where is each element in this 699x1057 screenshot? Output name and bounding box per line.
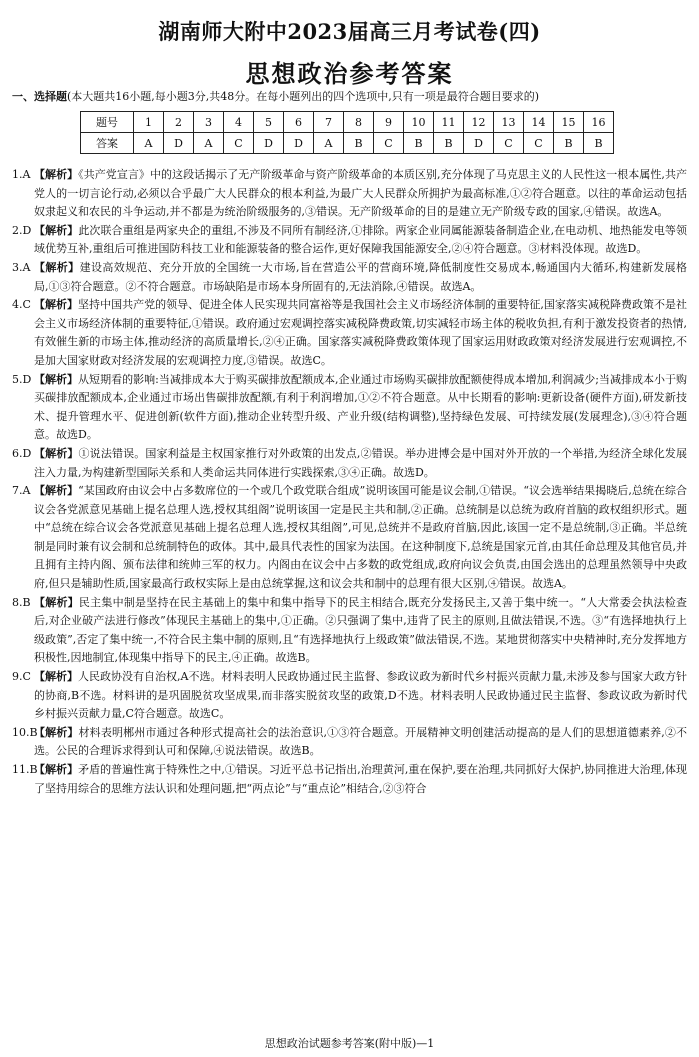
explanation-item bbox=[12, 482, 687, 594]
question-number-cell: 5 bbox=[254, 112, 284, 133]
answer-cell: B bbox=[404, 133, 434, 154]
item-text: 矛盾的普遍性寓于特殊性之中,①错误。习近平总书记指出,治理黄河,重在保护,要在治理,共同抓好大保护,协同推进大治理,体现了坚持用综合的思维方法认识和处理问题,把“两点论”与“重点论”相结合,②③符合 bbox=[34, 763, 688, 795]
item-text: 《共产党宣言》中的这段话揭示了无产阶级革命与资产阶级革命的本质区别,充分体现了马克思主义的人民性这一根本属性,共产党人的一切言论行动,必须以合乎最广大人民群众的根本利益,为最广大人民群众所拥护为最高标准,①②符合题意。以往的革命运动包括奴隶起义和农民的斗争运动,并不都是为统治阶级服务的,③错误。无产阶级革命的目的是建立无产阶级专政的国家,④错误。故选A。 bbox=[34, 168, 687, 219]
page-footer: 思想政治试题参考答案(附中版)—1 bbox=[264, 1037, 435, 1050]
item-text: 从短期看的影响:当减排成本大于购买碳排放配额成本,企业通过市场购买碳排放配额使得成本增加,利润减少;当减排成本小于购买碳排放配额成本,企业通过市场出售碳排放配额,有利于利润增加,①②不符合题意。从中长期看的影响:更新设备(硬件方面),研发新技术、提升管理水平、促进创新(软件方面),推动企业转型升级、产业升级(结构调整),坚持绿色发展、可持续发展(发展理念),③④符合题意。故选D。 bbox=[34, 372, 688, 442]
item-text: 建设高效规范、充分开放的全国统一大市场,旨在营造公平的营商环境,降低制度性交易成本,畅通国内大循环,构建新发展格局,①③符合题意。②不符合题意。市场缺陷是市场本身所固有的,无法消除,④错误。故选A。 bbox=[34, 260, 688, 293]
analysis-tag: 【解析】 bbox=[34, 223, 79, 237]
item-number: 8.B bbox=[12, 595, 31, 609]
item-text: “某国政府由议会中占多数席位的一个或几个政党联合组成”说明该国可能是议会制,①错误。“议会选举结果揭晓后,总统在综合议会各党派意见基础上提名总理人选,授权其组阁”说明该国一定是民主共和制,②正确。总统制是以总统为政府首脑的政权组织形式。题中“总统在综合议会各党派意见基础上提名总理人选,授权其组阁”,可见,总统并不是政府首脑,因此,该国一定不是总统制,③正确。半总统制是同时兼有议会制和总统制特色的政体。其中,最具代表性的国家为法国。在这种制度下,总统是国家元首,由其任命总理及其他官员,并且拥有主持内阁、颁布法律和统帅三军的权力。内阁由在议会中占多数的政党组成,政府向议会负责,由国会选出的总理虽然领导中央政府,但只是辅助性质,国家最高行政权实际上是由总统掌握,这和议会共和制中的总理有很大区别,④错误。故选A。 bbox=[34, 484, 687, 591]
explanation-item bbox=[12, 259, 687, 296]
explanation-item bbox=[12, 222, 687, 259]
item-number: 3.A bbox=[12, 260, 31, 274]
answer-cell: D bbox=[464, 133, 494, 154]
section-heading bbox=[12, 89, 687, 105]
item-number: 9.C bbox=[12, 670, 31, 684]
analysis-tag: 【解析】 bbox=[34, 595, 79, 609]
answer-key-title: 思想政治参考答案 bbox=[245, 60, 454, 88]
analysis-tag: 【解析】 bbox=[34, 168, 79, 181]
answer-table bbox=[80, 111, 614, 154]
item-number: 1.A bbox=[12, 168, 31, 181]
question-number-header: 题号 bbox=[81, 112, 134, 133]
item-text: 人民政协没有自治权,A不选。材料表明人民政协通过民主监督、参政议政为新时代乡村振兴贡献力量,未涉及参与国家大政方针的协商,B不选。材料讲的是巩固脱贫攻坚成果,而非落实脱贫攻坚的政策,D不选。材料表明人民政协通过民主监督、参政议政为新时代乡村振兴贡献力量,C符合题意。故选C。 bbox=[34, 670, 688, 721]
question-number-cell: 7 bbox=[314, 112, 344, 133]
item-number: 11.B bbox=[12, 763, 38, 776]
section-description: (本大题共16小题,每小题3分,共48分。在每小题列出的四个选项中,只有一项是最符合题目要求的) bbox=[67, 90, 540, 103]
item-number: 6.D bbox=[12, 446, 32, 460]
question-number-cell: 1 bbox=[134, 112, 164, 133]
answer-cell: A bbox=[134, 133, 164, 154]
answer-cell: D bbox=[254, 133, 284, 154]
analysis-tag: 【解析】 bbox=[34, 446, 79, 460]
analysis-tag: 【解析】 bbox=[34, 372, 79, 386]
question-number-cell: 4 bbox=[224, 112, 254, 133]
explanation-item bbox=[12, 668, 687, 724]
answer-cell: D bbox=[164, 133, 194, 154]
answer-cell: C bbox=[224, 133, 254, 154]
explanation-item bbox=[12, 724, 687, 761]
question-number-cell: 10 bbox=[404, 112, 434, 133]
analysis-tag: 【解析】 bbox=[34, 484, 79, 498]
explanation-item bbox=[12, 296, 687, 370]
item-number: 7.A bbox=[12, 484, 31, 498]
answer-cell: B bbox=[584, 133, 614, 154]
item-text: ①说法错误。国家利益是主权国家推行对外政策的出发点,②错误。举办进博会是中国对外开放的一个举措,为经济全球化发展注入力量,为构建新型国际关系和人类命运共同体进行实践探索,③④正确。故选D。 bbox=[34, 446, 687, 479]
explanation-item bbox=[12, 594, 687, 668]
analysis-tag: 【解析】 bbox=[34, 670, 79, 684]
answer-cell: B bbox=[554, 133, 584, 154]
answer-cell: C bbox=[374, 133, 404, 154]
question-number-cell: 16 bbox=[584, 112, 614, 133]
section-label: 一、选择题 bbox=[12, 90, 67, 103]
item-text: 材料表明郴州市通过各种形式提高社会的法治意识,①③符合题意。开展精神文明创建活动提高的是人们的思想道德素养,②不选。公民的合理诉求得到认可和保障,④说法错误。故选B。 bbox=[34, 725, 687, 758]
question-number-cell: 12 bbox=[464, 112, 494, 133]
item-text: 坚持中国共产党的领导、促进全体人民实现共同富裕等是我国社会主义市场经济体制的重要特征,国家落实减税降费政策不是社会主义市场经济体制的重要特征,①错误。政府通过宏观调控落实减税降费政策,切实减轻市场主体的税收负担,有利于激发投资者的热情,有效催生新的市场主体,推动经济的高质量增长,②④正确。国家落实减税降费政策体现了国家运用财政政策对经济发展进行宏观调控,不是加大国家财政对经济发展的宏观调控力度,③错误。故选C。 bbox=[34, 298, 688, 367]
item-text: 此次联合重组是两家央企的重组,不涉及不同所有制经济,①排除。两家企业同属能源装备制造企业,在电动机、地热能发电等领域优势互补,重组后可推进国防科技工业和能源装备的整合运作,更好保障我国能源安全,②④符合题意。③材料没体现。故选D。 bbox=[34, 223, 687, 256]
item-number: 2.D bbox=[12, 223, 32, 237]
question-number-cell: 15 bbox=[554, 112, 584, 133]
question-number-cell: 14 bbox=[524, 112, 554, 133]
analysis-tag: 【解析】 bbox=[34, 725, 79, 739]
item-number: 5.D bbox=[12, 372, 32, 386]
explanation-item bbox=[12, 166, 687, 222]
analysis-tag: 【解析】 bbox=[34, 763, 79, 776]
question-number-row bbox=[81, 112, 614, 133]
question-number-cell: 3 bbox=[194, 112, 224, 133]
explanation-item bbox=[12, 761, 687, 798]
answer-cell: C bbox=[494, 133, 524, 154]
answer-cell: D bbox=[284, 133, 314, 154]
question-number-cell: 2 bbox=[164, 112, 194, 133]
analysis-tag: 【解析】 bbox=[34, 298, 79, 312]
question-number-cell: 8 bbox=[344, 112, 374, 133]
question-number-cell: 6 bbox=[284, 112, 314, 133]
answer-cell: A bbox=[314, 133, 344, 154]
analysis-tag: 【解析】 bbox=[34, 260, 80, 274]
question-number-cell: 13 bbox=[494, 112, 524, 133]
exam-title: 湖南师大附中2023届高三月考试卷(四) bbox=[158, 19, 541, 44]
answer-cell: A bbox=[194, 133, 224, 154]
item-text: 民主集中制是坚持在民主基础上的集中和集中指导下的民主相结合,既充分发扬民主,又善于集中统一。“人大常委会执法检查后,对企业破产法进行修改”体现民主基础上的集中,①正确。②只强调了集中,违背了民主的原则,且做法错误,不选。③“有选择地执行上级政策”,否定了集中统一,不符合民主集中制的原则,且“有选择地执行上级政策”做法错误,不选。某地贯彻落实中央精神时,充分发挥地方积极性,因地制宜,体现集中指导下的民主,④正确。故选B。 bbox=[34, 595, 688, 665]
answer-header: 答案 bbox=[81, 133, 134, 154]
item-number: 10.B bbox=[12, 725, 38, 739]
question-number-cell: 9 bbox=[374, 112, 404, 133]
answer-cell: C bbox=[524, 133, 554, 154]
question-number-cell: 11 bbox=[434, 112, 464, 133]
answer-row bbox=[81, 133, 614, 154]
explanation-list bbox=[12, 166, 687, 798]
explanation-item bbox=[12, 371, 687, 445]
item-number: 4.C bbox=[12, 298, 31, 312]
answer-cell: B bbox=[434, 133, 464, 154]
explanation-item bbox=[12, 445, 687, 482]
answer-cell: B bbox=[344, 133, 374, 154]
